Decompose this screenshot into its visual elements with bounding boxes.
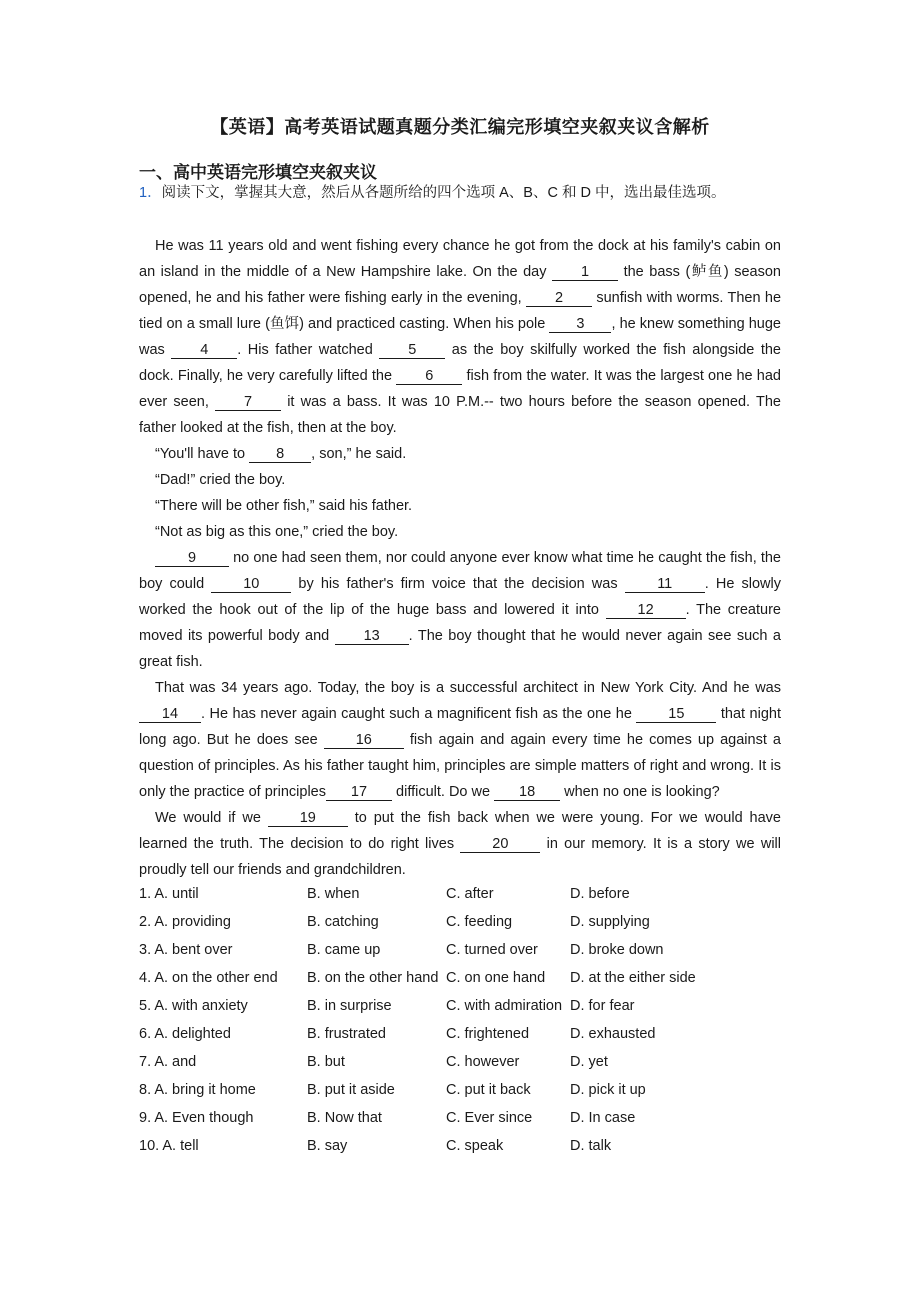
passage-text: . He slowly worked the hook out of the lip of the huge bass and lowered it into <box>139 576 781 618</box>
question-number: 1． <box>139 185 162 201</box>
option-row-2 <box>139 909 799 937</box>
passage-paragraph-4: “There will be other fish,” said his father. <box>155 498 413 514</box>
option-c: C. after <box>446 886 494 902</box>
passage-text: sunfish with worms. Then he tied on a small lure (鱼饵) and practiced casting. When his pole <box>139 290 782 332</box>
option-c: C. Ever since <box>446 1110 533 1126</box>
option-row-4 <box>139 965 799 993</box>
option-b: B. came up <box>307 942 381 958</box>
passage-text: . He has never again caught such a magnificent fish as the one he <box>201 706 637 722</box>
passage-text: the bass (鲈鱼) season opened, he and his father were fishing early in the evening, <box>139 264 781 306</box>
blank-14: 14 <box>139 706 201 723</box>
option-a: 10. A. tell <box>139 1138 199 1154</box>
option-d: D. before <box>570 886 630 902</box>
passage-text: fish from the water. It was the largest one he had ever seen, <box>139 368 781 410</box>
document-title: 【英语】高考英语试题真题分类汇编完形填空夹叙夹议含解析 <box>210 117 710 137</box>
option-a: 1. A. until <box>139 886 199 902</box>
option-a: 9. A. Even though <box>139 1110 254 1126</box>
option-d: D. pick it up <box>570 1082 646 1098</box>
option-b: B. frustrated <box>307 1026 386 1042</box>
passage-text: to put the fish back when we were young. For we would have learned the truth. The decision to do right lives <box>139 810 781 852</box>
blank-16: 16 <box>324 732 404 749</box>
passage-text: . The creature moved its powerful body and <box>139 602 781 644</box>
passage-paragraph-6 <box>139 545 781 675</box>
passage-text: that night long ago. But he does see <box>139 706 781 748</box>
blank-10: 10 <box>211 576 291 593</box>
option-c: C. with admiration <box>446 998 563 1014</box>
passage-text: . His father watched <box>237 342 380 358</box>
passage-paragraph-3: “Dad!” cried the boy. <box>155 472 286 488</box>
option-a: 6. A. delighted <box>139 1026 231 1042</box>
passage-text: no one had seen them, nor could anyone ever know what time he caught the fish, the boy could <box>139 550 781 592</box>
passage-text: fish again and again every time he comes up against a question of principles. As his father taught him, principles are simple matters of right and wrong. It is only the practice of principles <box>139 732 781 800</box>
passage-text: We would if we <box>155 810 268 826</box>
blank-5: 5 <box>379 342 445 359</box>
blank-18: 18 <box>494 784 560 801</box>
blank-11: 11 <box>625 576 705 593</box>
option-d: D. for fear <box>570 998 635 1014</box>
option-b: B. but <box>307 1054 345 1070</box>
option-row-8 <box>139 1077 799 1105</box>
passage-paragraph-1 <box>139 233 781 441</box>
option-d: D. talk <box>570 1138 612 1154</box>
option-b: B. in surprise <box>307 998 392 1014</box>
passage-paragraph-8 <box>139 805 781 883</box>
passage-text: when no one is looking? <box>560 784 720 800</box>
blank-17: 17 <box>326 784 392 801</box>
option-row-9 <box>139 1105 799 1133</box>
option-row-7 <box>139 1049 799 1077</box>
passage-text: by his father's firm voice that the decision was <box>291 576 625 592</box>
passage-text: He was 11 years old and went fishing every chance he got from the dock at his family's cabin on an island in the middle of a New Hampshire lake. On the day <box>139 238 781 280</box>
option-row-1 <box>139 881 799 909</box>
cloze-passage <box>139 233 781 883</box>
passage-text: . The boy thought that he would never again see such a great fish. <box>139 628 782 670</box>
option-row-6 <box>139 1021 799 1049</box>
instruction-text: 阅读下文，掌握其大意，然后从各题所给的四个选项 A、B、C 和 D 中，选出最佳选项。 <box>161 185 726 201</box>
option-d: D. exhausted <box>570 1026 656 1042</box>
passage-paragraph-5: “Not as big as this one,” cried the boy. <box>155 524 399 540</box>
blank-3: 3 <box>549 316 611 333</box>
option-b: B. say <box>307 1138 348 1154</box>
passage-paragraph-2 <box>139 441 781 467</box>
passage-text: as the boy skilfully worked the fish alongside the dock. Finally, he very carefully lifted the <box>139 342 781 384</box>
option-row-10 <box>139 1133 799 1161</box>
option-c: C. however <box>446 1054 520 1070</box>
option-d: D. supplying <box>570 914 650 930</box>
option-c: C. feeding <box>446 914 513 930</box>
option-b: B. when <box>307 886 360 902</box>
blank-6: 6 <box>396 368 462 385</box>
blank-9: 9 <box>155 550 229 567</box>
option-b: B. Now that <box>307 1110 382 1126</box>
option-a: 4. A. on the other end <box>139 970 278 986</box>
blank-7: 7 <box>215 394 281 411</box>
section-heading: 一、高中英语完形填空夹叙夹议 <box>139 163 377 182</box>
option-a: 7. A. and <box>139 1054 197 1070</box>
blank-2: 2 <box>526 290 592 307</box>
passage-text: , son,” he said. <box>311 446 407 462</box>
blank-12: 12 <box>606 602 686 619</box>
option-row-3 <box>139 937 799 965</box>
passage-text: That was 34 years ago. Today, the boy is a successful architect in New York City. And he was <box>155 680 781 696</box>
passage-paragraph-7 <box>139 675 781 805</box>
option-d: D. at the either side <box>570 970 696 986</box>
passage-text: “You'll have to <box>155 446 250 462</box>
option-c: C. turned over <box>446 942 538 958</box>
option-a: 2. A. providing <box>139 914 231 930</box>
blank-13: 13 <box>335 628 409 645</box>
option-b: B. catching <box>307 914 379 930</box>
option-a: 8. A. bring it home <box>139 1082 256 1098</box>
option-d: D. In case <box>570 1110 636 1126</box>
blank-1: 1 <box>552 264 618 281</box>
option-c: C. on one hand <box>446 970 546 986</box>
option-b: B. on the other hand <box>307 970 439 986</box>
option-row-5 <box>139 993 799 1021</box>
passage-text: difficult. Do we <box>392 784 495 800</box>
option-d: D. broke down <box>570 942 664 958</box>
option-c: C. put it back <box>446 1082 531 1098</box>
blank-15: 15 <box>636 706 716 723</box>
blank-19: 19 <box>268 810 348 827</box>
option-a: 3. A. bent over <box>139 942 233 958</box>
blank-20: 20 <box>460 836 540 853</box>
option-c: C. speak <box>446 1138 504 1154</box>
blank-4: 4 <box>171 342 237 359</box>
passage-text: in our memory. It is a story we will proudly tell our friends and grandchildren. <box>139 836 781 878</box>
option-a: 5. A. with anxiety <box>139 998 248 1014</box>
passage-text: it was a bass. It was 10 P.M.-- two hours before the season opened. The father looked at the fish, then at the boy. <box>139 394 781 436</box>
passage-text: , he knew something huge was <box>139 316 781 358</box>
option-d: D. yet <box>570 1054 608 1070</box>
question-instruction <box>139 180 781 206</box>
option-c: C. frightened <box>446 1026 530 1042</box>
answer-options <box>139 881 799 1161</box>
option-b: B. put it aside <box>307 1082 395 1098</box>
blank-8: 8 <box>249 446 311 463</box>
